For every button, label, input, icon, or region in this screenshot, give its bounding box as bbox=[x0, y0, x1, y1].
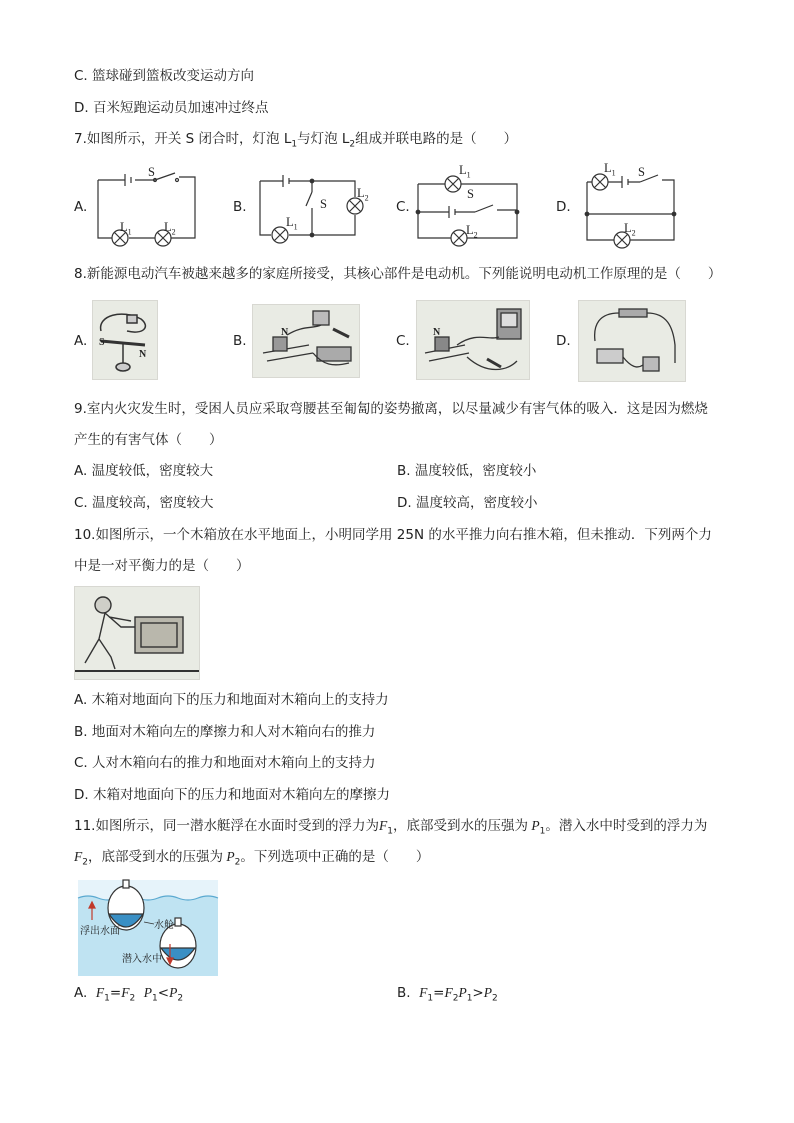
q8-option-c: C. bbox=[396, 333, 410, 349]
q6-option-c: C. 篮球碰到篮板改变运动方向 bbox=[74, 68, 255, 84]
q8-image-d bbox=[578, 300, 686, 382]
q7-stem: 7.如图所示，开关 S 闭合时，灯泡 $L_1$与灯泡 $L_2$组成并联电路的是（ ） bbox=[74, 131, 518, 150]
q7-option-c: C. bbox=[396, 199, 410, 215]
q10-option-d: D. 木箱对地面向下的压力和地面对木箱向左的摩擦力 bbox=[74, 787, 390, 803]
q7-circuit-b bbox=[257, 168, 372, 240]
q10-option-b: B. 地面对木箱向左的摩擦力和人对木箱向右的推力 bbox=[74, 724, 376, 740]
q8-image-a: S N bbox=[92, 300, 158, 380]
q8-image-b: N bbox=[252, 304, 360, 378]
q8-option-a: A. bbox=[74, 333, 88, 349]
q8-image-c: N bbox=[416, 300, 530, 380]
q10-stem-line1: 10.如图所示，一个木箱放在水平地面上，小明同学用 25N 的水平推力向右推木箱，但未推动．下列两个力 bbox=[74, 527, 712, 543]
q9-stem-line1: 9.室内火灾发生时，受困人员应采取弯腰甚至匍匐的姿势撤离，以尽量减少有害气体的吸入．这是因为燃烧 bbox=[74, 401, 708, 417]
q7-option-a: A. bbox=[74, 199, 88, 215]
q9-option-b: B. 温度较低，密度较小 bbox=[397, 463, 537, 479]
q9-option-a: A. 温度较低，密度较大 bbox=[74, 463, 214, 479]
q10-stem-line2: 中是一对平衡力的是（ ） bbox=[74, 558, 250, 574]
lamp-icon bbox=[451, 230, 467, 246]
q8-option-b: B. bbox=[233, 333, 247, 349]
q9-option-c: C. 温度较高，密度较大 bbox=[74, 495, 214, 511]
q9-stem-line2: 产生的有害气体（ ） bbox=[74, 432, 223, 448]
q8-stem: 8.新能源电动汽车被越来越多的家庭所接受，其核心部件是电动机。下列能说明电动机工作原理的是（ ） bbox=[74, 266, 722, 282]
q7-option-d: D. bbox=[556, 199, 571, 215]
q11-stem-line1: 11.如图所示，同一潜水艇浮在水面时受到的浮力为$F_1$，底部受到水的压强为 $P_1$。潜入水中时受到的浮力为 bbox=[74, 818, 708, 837]
q11-option-b: B. $F_1=F_2P_1>P_2$ bbox=[397, 985, 498, 1004]
q10-option-a: A. 木箱对地面向下的压力和地面对木箱向上的支持力 bbox=[74, 692, 389, 708]
q10-image-boy-pushing-box bbox=[74, 586, 200, 680]
q8-option-d: D. bbox=[556, 333, 571, 349]
q11-stem-line2: $F_2$，底部受到水的压强为 $P_2$。下列选项中正确的是（ ） bbox=[74, 849, 430, 868]
q6-option-d: D. 百米短跑运动员加速冲过终点 bbox=[74, 100, 269, 116]
q11-option-a: A. $F_1=F_2$ $P_1<P_2$ bbox=[74, 985, 184, 1004]
q11-submarine-figure: 浮出水面 水舱 潜入水中 bbox=[78, 880, 218, 976]
q9-option-d: D. 温度较高，密度较小 bbox=[397, 495, 538, 511]
q10-option-c: C. 人对木箱向右的推力和地面对木箱向上的支持力 bbox=[74, 755, 376, 771]
q7-option-b: B. bbox=[233, 199, 247, 215]
